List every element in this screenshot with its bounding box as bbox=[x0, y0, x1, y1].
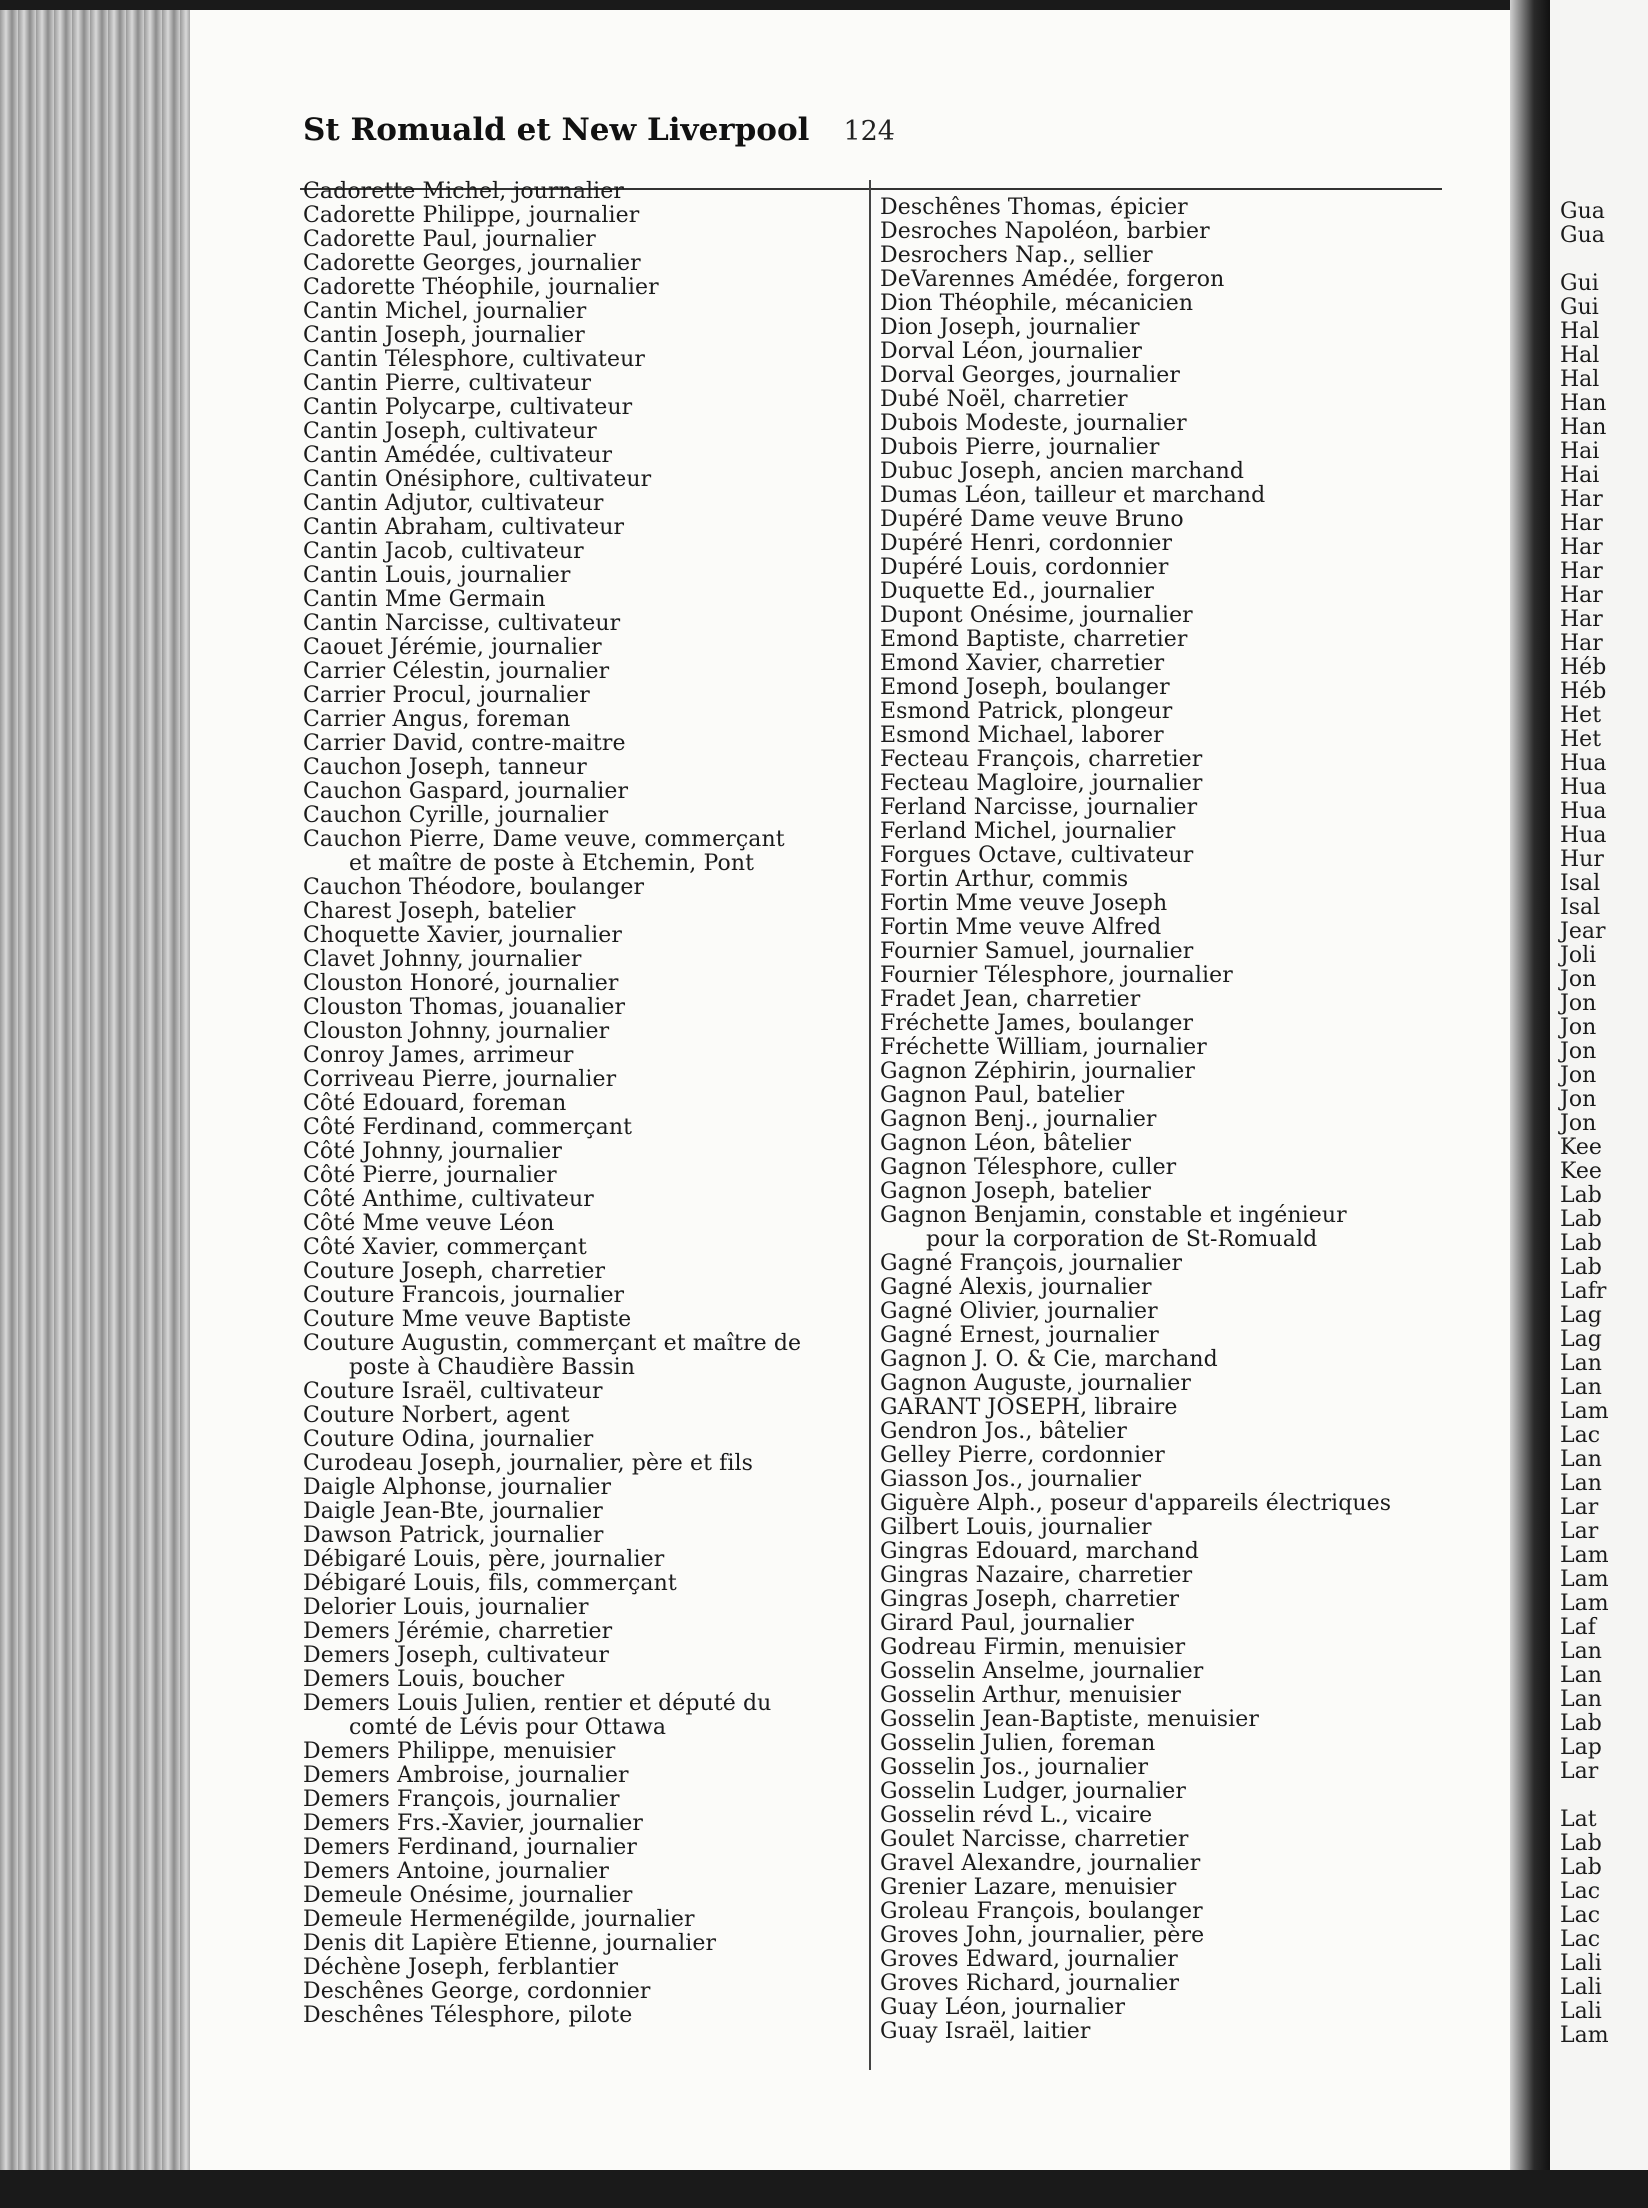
facing-page-fragment-text: Jon bbox=[1560, 1039, 1597, 1064]
facing-page-fragment-text: Isal bbox=[1560, 895, 1601, 920]
directory-entry: Côté Xavier, commerçant bbox=[303, 1235, 587, 1260]
directory-entry-continuation: pour la corporation de St-Romuald bbox=[926, 1227, 1318, 1252]
directory-entry: Cantin Michel, journalier bbox=[303, 299, 587, 324]
directory-entry: Cantin Télesphore, cultivateur bbox=[303, 347, 646, 372]
directory-entry: Côté Pierre, journalier bbox=[303, 1163, 557, 1188]
directory-entry: Gingras Joseph, charretier bbox=[880, 1587, 1180, 1612]
directory-entry: Couture Francois, journalier bbox=[303, 1283, 625, 1308]
facing-page-fragment-text: Héb bbox=[1560, 655, 1607, 680]
directory-entry: Dupont Onésime, journalier bbox=[880, 603, 1193, 628]
directory-entry: Dupéré Henri, cordonnier bbox=[880, 531, 1173, 556]
directory-entry: Girard Paul, journalier bbox=[880, 1611, 1134, 1636]
directory-entry: Cantin Adjutor, cultivateur bbox=[303, 491, 604, 516]
directory-entry: Demers Philippe, menuisier bbox=[303, 1739, 616, 1764]
facing-page-fragment-text: Gua bbox=[1560, 223, 1605, 248]
directory-entry: Clouston Honoré, journalier bbox=[303, 971, 619, 996]
facing-page-fragment-text: Har bbox=[1560, 487, 1603, 512]
facing-page-fragment-text: Hal bbox=[1560, 319, 1600, 344]
directory-entry: Gagnon Léon, bâtelier bbox=[880, 1131, 1132, 1156]
directory-entry: Daigle Jean-Bte, journalier bbox=[303, 1499, 603, 1524]
directory-entry: Cantin Abraham, cultivateur bbox=[303, 515, 625, 540]
directory-entry: Cadorette Georges, journalier bbox=[303, 251, 641, 276]
directory-entry: Charest Joseph, batelier bbox=[303, 899, 576, 924]
directory-entry: Esmond Michael, laborer bbox=[880, 723, 1164, 748]
directory-entry: Delorier Louis, journalier bbox=[303, 1595, 589, 1620]
right-column-entries bbox=[880, 196, 1440, 2044]
facing-page-fragment-text: Jear bbox=[1560, 919, 1606, 944]
facing-page-fragment-text: Lab bbox=[1560, 1231, 1602, 1256]
directory-entry: Dubé Noël, charretier bbox=[880, 387, 1128, 412]
scan-bottom-border bbox=[0, 2170, 1648, 2208]
facing-page-fragment-text: Lat bbox=[1560, 1807, 1597, 1832]
directory-entry: Groves Richard, journalier bbox=[880, 1971, 1180, 1996]
directory-entry: Groves Edward, journalier bbox=[880, 1947, 1178, 1972]
directory-entry: Gagnon J. O. & Cie, marchand bbox=[880, 1347, 1218, 1372]
directory-entry: Emond Xavier, charretier bbox=[880, 651, 1165, 676]
facing-page-fragment-text: Lar bbox=[1560, 1495, 1599, 1520]
directory-entry: Clouston Thomas, jouanalier bbox=[303, 995, 626, 1020]
facing-page-fragment-text: Hai bbox=[1560, 463, 1600, 488]
facing-page-fragment-text: Het bbox=[1560, 727, 1602, 752]
facing-page-fragment-text: Lam bbox=[1560, 1399, 1609, 1424]
directory-entry: Gagnon Télesphore, culler bbox=[880, 1155, 1177, 1180]
facing-page-fragment-text: Har bbox=[1560, 511, 1603, 536]
facing-page-fragment-text: Lan bbox=[1560, 1351, 1602, 1376]
book-gutter bbox=[1510, 0, 1550, 2208]
directory-entry: Fradet Jean, charretier bbox=[880, 987, 1141, 1012]
directory-entry: Corriveau Pierre, journalier bbox=[303, 1067, 617, 1092]
directory-entry: Choquette Xavier, journalier bbox=[303, 923, 623, 948]
directory-entry: Groves John, journalier, père bbox=[880, 1923, 1205, 1948]
facing-page-fragment-text: Hua bbox=[1560, 775, 1607, 800]
directory-entry: Gagné Alexis, journalier bbox=[880, 1275, 1152, 1300]
directory-entry: Demers Jérémie, charretier bbox=[303, 1619, 613, 1644]
facing-page-fragment-text: Hal bbox=[1560, 343, 1600, 368]
directory-entry: Gilbert Louis, journalier bbox=[880, 1515, 1152, 1540]
facing-page-fragment-text: Lar bbox=[1560, 1519, 1599, 1544]
directory-entry: Couture Mme veuve Baptiste bbox=[303, 1307, 632, 1332]
directory-entry: Gosselin Jean-Baptiste, menuisier bbox=[880, 1707, 1260, 1732]
directory-entry: Gagné Olivier, journalier bbox=[880, 1299, 1158, 1324]
facing-page-fragment-text: Lab bbox=[1560, 1207, 1602, 1232]
directory-entry: Cantin Louis, journalier bbox=[303, 563, 571, 588]
directory-entry: Emond Baptiste, charretier bbox=[880, 627, 1188, 652]
facing-page-fragment-text: Isal bbox=[1560, 871, 1601, 896]
directory-entry: Dion Théophile, mécanicien bbox=[880, 291, 1194, 316]
directory-entry: Dubois Modeste, journalier bbox=[880, 411, 1187, 436]
directory-entry: Gagnon Zéphirin, journalier bbox=[880, 1059, 1195, 1084]
directory-entry: Cauchon Théodore, boulanger bbox=[303, 875, 645, 900]
directory-entry: Fecteau François, charretier bbox=[880, 747, 1203, 772]
directory-entry: Cauchon Joseph, tanneur bbox=[303, 755, 587, 780]
facing-page-fragment-text: Laf bbox=[1560, 1615, 1596, 1640]
directory-entry: Dubuc Joseph, ancien marchand bbox=[880, 459, 1245, 484]
directory-entry: Grenier Lazare, menuisier bbox=[880, 1875, 1177, 1900]
facing-page-fragment bbox=[1550, 0, 1648, 2208]
directory-entry: Cauchon Gaspard, journalier bbox=[303, 779, 629, 804]
facing-page-fragment-text bbox=[1560, 248, 1609, 272]
directory-entry: Gosselin Ludger, journalier bbox=[880, 1779, 1187, 1804]
directory-entry: Déchène Joseph, ferblantier bbox=[303, 1955, 619, 1980]
left-column-entries bbox=[303, 180, 863, 2028]
directory-entry: Débigaré Louis, père, journalier bbox=[303, 1547, 665, 1572]
facing-page-fragment-text: Hur bbox=[1560, 847, 1604, 872]
directory-entry: Caouet Jérémie, journalier bbox=[303, 635, 602, 660]
directory-entry: Cauchon Pierre, Dame veuve, commerçant bbox=[303, 827, 785, 852]
directory-entry: Couture Joseph, charretier bbox=[303, 1259, 606, 1284]
directory-entry: Demers Antoine, journalier bbox=[303, 1859, 609, 1884]
facing-page-fragment-text: Jon bbox=[1560, 991, 1597, 1016]
directory-entry: Gosselin Anselme, journalier bbox=[880, 1659, 1204, 1684]
facing-page-fragment-text: Har bbox=[1560, 583, 1603, 608]
facing-page-fragment-text: Hua bbox=[1560, 751, 1607, 776]
directory-entry: Gagné François, journalier bbox=[880, 1251, 1183, 1276]
facing-page-fragment-text: Lac bbox=[1560, 1903, 1601, 1928]
facing-page-fragment-text: Lab bbox=[1560, 1183, 1602, 1208]
facing-page-fragment-text: Lag bbox=[1560, 1327, 1602, 1352]
directory-entry: Guay Léon, journalier bbox=[880, 1995, 1126, 2020]
directory-entry: Gosselin Arthur, menuisier bbox=[880, 1683, 1182, 1708]
facing-page-fragment-text: Lam bbox=[1560, 2023, 1609, 2048]
directory-entry: Carrier Célestin, journalier bbox=[303, 659, 610, 684]
directory-entry: Deschênes Télesphore, pilote bbox=[303, 2003, 633, 2028]
facing-page-fragment-text: Héb bbox=[1560, 679, 1607, 704]
directory-entry: Cantin Joseph, journalier bbox=[303, 323, 585, 348]
directory-entry: Ferland Michel, journalier bbox=[880, 819, 1176, 844]
facing-page-fragment-text: Joli bbox=[1560, 943, 1597, 968]
directory-entry: Cantin Joseph, cultivateur bbox=[303, 419, 597, 444]
directory-entry: Gravel Alexandre, journalier bbox=[880, 1851, 1201, 1876]
facing-page-fragment-text: Hua bbox=[1560, 799, 1607, 824]
directory-entry: Demers François, journalier bbox=[303, 1787, 620, 1812]
directory-entry-continuation: et maître de poste à Etchemin, Pont bbox=[349, 851, 755, 876]
facing-page-fragment-text: Har bbox=[1560, 559, 1603, 584]
facing-page-fragment-text: Jon bbox=[1560, 1111, 1597, 1136]
directory-entry: Cadorette Paul, journalier bbox=[303, 227, 596, 252]
directory-entry: Conroy James, arrimeur bbox=[303, 1043, 574, 1068]
directory-entry: Fréchette William, journalier bbox=[880, 1035, 1207, 1060]
directory-entry-continuation: poste à Chaudière Bassin bbox=[349, 1355, 636, 1380]
directory-entry: Dorval Georges, journalier bbox=[880, 363, 1180, 388]
facing-page-fragment-text: Lap bbox=[1560, 1735, 1602, 1760]
directory-entry: Fournier Samuel, journalier bbox=[880, 939, 1194, 964]
directory-entry-continuation: comté de Lévis pour Ottawa bbox=[349, 1715, 667, 1740]
facing-page-fragment-text: Lag bbox=[1560, 1303, 1602, 1328]
directory-entry: Côté Anthime, cultivateur bbox=[303, 1187, 594, 1212]
facing-page-fragment-text: Gui bbox=[1560, 295, 1599, 320]
facing-page-fragment-text: Lab bbox=[1560, 1255, 1602, 1280]
directory-entry: Cadorette Michel, journalier bbox=[303, 179, 625, 204]
directory-entry: Cantin Pierre, cultivateur bbox=[303, 371, 592, 396]
directory-entry: Gagnon Joseph, batelier bbox=[880, 1179, 1151, 1204]
directory-entry: Cadorette Théophile, journalier bbox=[303, 275, 659, 300]
directory-entry: Forgues Octave, cultivateur bbox=[880, 843, 1194, 868]
directory-entry: Giguère Alph., poseur d'appareils électriques bbox=[880, 1491, 1392, 1516]
directory-entry: Desroches Napoléon, barbier bbox=[880, 219, 1210, 244]
directory-entry: GARANT JOSEPH, libraire bbox=[880, 1395, 1178, 1420]
directory-entry: Denis dit Lapière Etienne, journalier bbox=[303, 1931, 717, 1956]
directory-entry: Demers Frs.-Xavier, journalier bbox=[303, 1811, 644, 1836]
facing-page-fragment-text: Lafr bbox=[1560, 1279, 1607, 1304]
directory-entry: Fréchette James, boulanger bbox=[880, 1011, 1194, 1036]
facing-page-fragment-text: Hai bbox=[1560, 439, 1600, 464]
facing-page-fragment-text: Lan bbox=[1560, 1447, 1602, 1472]
facing-page-fragment-text: Kee bbox=[1560, 1159, 1602, 1184]
facing-page-fragment-text: Lab bbox=[1560, 1711, 1602, 1736]
facing-page-fragment-text: Lan bbox=[1560, 1375, 1602, 1400]
directory-entry: Demers Louis, boucher bbox=[303, 1667, 565, 1692]
directory-entry: Curodeau Joseph, journalier, père et fils bbox=[303, 1451, 754, 1476]
facing-page-fragment-text: Har bbox=[1560, 535, 1603, 560]
directory-entry: Cantin Narcisse, cultivateur bbox=[303, 611, 621, 636]
directory-entry: Côté Ferdinand, commerçant bbox=[303, 1115, 633, 1140]
directory-entry: Godreau Firmin, menuisier bbox=[880, 1635, 1186, 1660]
directory-entry: Demeule Hermenégilde, journalier bbox=[303, 1907, 695, 1932]
directory-entry: Carrier Angus, foreman bbox=[303, 707, 571, 732]
directory-entry: Carrier Procul, journalier bbox=[303, 683, 590, 708]
facing-page-fragment-text: Lali bbox=[1560, 1975, 1602, 2000]
directory-entry: Gagnon Auguste, journalier bbox=[880, 1371, 1192, 1396]
directory-entry: Fournier Télesphore, journalier bbox=[880, 963, 1233, 988]
facing-page-entries bbox=[1560, 200, 1609, 2048]
facing-page-fragment-text: Lam bbox=[1560, 1591, 1609, 1616]
facing-page-fragment-text: Kee bbox=[1560, 1135, 1602, 1160]
page-header bbox=[303, 112, 895, 162]
directory-entry: Clouston Johnny, journalier bbox=[303, 1019, 610, 1044]
directory-entry: Gagnon Benj., journalier bbox=[880, 1107, 1157, 1132]
facing-page-fragment-text: Lan bbox=[1560, 1639, 1602, 1664]
directory-entry: Dubois Pierre, journalier bbox=[880, 435, 1160, 460]
facing-page-fragment-text: Har bbox=[1560, 631, 1603, 656]
directory-entry: Demeule Onésime, journalier bbox=[303, 1883, 633, 1908]
directory-entry: DeVarennes Amédée, forgeron bbox=[880, 267, 1225, 292]
facing-page-fragment-text: Hua bbox=[1560, 823, 1607, 848]
facing-page-fragment-text: Lan bbox=[1560, 1663, 1602, 1688]
directory-entry: Demers Joseph, cultivateur bbox=[303, 1643, 610, 1668]
facing-page-fragment-text: Har bbox=[1560, 607, 1603, 632]
directory-entry: Cauchon Cyrille, journalier bbox=[303, 803, 609, 828]
facing-page-fragment-text: Lab bbox=[1560, 1855, 1602, 1880]
directory-entry: Gendron Jos., bâtelier bbox=[880, 1419, 1127, 1444]
facing-page-fragment-text: Lac bbox=[1560, 1423, 1601, 1448]
facing-page-fragment-text: Han bbox=[1560, 391, 1607, 416]
directory-entry: Cantin Amédée, cultivateur bbox=[303, 443, 613, 468]
directory-entry: Giasson Jos., journalier bbox=[880, 1467, 1142, 1492]
facing-page-fragment-text: Lali bbox=[1560, 1999, 1602, 2024]
directory-entry: Dupéré Louis, cordonnier bbox=[880, 555, 1169, 580]
directory-entry: Gosselin révd L., vicaire bbox=[880, 1803, 1153, 1828]
directory-entry: Goulet Narcisse, charretier bbox=[880, 1827, 1189, 1852]
directory-entry: Cantin Onésiphore, cultivateur bbox=[303, 467, 652, 492]
directory-entry: Cantin Polycarpe, cultivateur bbox=[303, 395, 633, 420]
directory-entry: Fortin Mme veuve Alfred bbox=[880, 915, 1162, 940]
directory-entry: Esmond Patrick, plongeur bbox=[880, 699, 1173, 724]
facing-page-fragment-text: Hal bbox=[1560, 367, 1600, 392]
column-divider bbox=[869, 180, 871, 2070]
facing-page-fragment-text: Lan bbox=[1560, 1687, 1602, 1712]
page-number: 124 bbox=[843, 116, 895, 147]
page-title: St Romuald et New Liverpool bbox=[303, 112, 810, 148]
directory-entry: Gagné Ernest, journalier bbox=[880, 1323, 1159, 1348]
directory-entry: Fecteau Magloire, journalier bbox=[880, 771, 1203, 796]
facing-page-fragment-text: Han bbox=[1560, 415, 1607, 440]
facing-page-fragment-text: Lam bbox=[1560, 1567, 1609, 1592]
facing-page-fragment-text: Jon bbox=[1560, 1015, 1597, 1040]
directory-entry: Guay Israël, laitier bbox=[880, 2019, 1091, 2044]
directory-entry: Emond Joseph, boulanger bbox=[880, 675, 1170, 700]
directory-entry: Dorval Léon, journalier bbox=[880, 339, 1142, 364]
facing-page-fragment-text: Jon bbox=[1560, 1063, 1597, 1088]
facing-page-fragment-text: Jon bbox=[1560, 967, 1597, 992]
directory-entry: Ferland Narcisse, journalier bbox=[880, 795, 1198, 820]
directory-entry: Desrochers Nap., sellier bbox=[880, 243, 1153, 268]
directory-entry: Demers Ambroise, journalier bbox=[303, 1763, 629, 1788]
directory-entry: Couture Augustin, commerçant et maître de bbox=[303, 1331, 802, 1356]
directory-entry: Deschênes Thomas, épicier bbox=[880, 195, 1188, 220]
directory-entry: Cantin Mme Germain bbox=[303, 587, 546, 612]
facing-page-fragment-text: Lab bbox=[1560, 1831, 1602, 1856]
directory-entry: Côté Edouard, foreman bbox=[303, 1091, 567, 1116]
directory-entry: Demers Louis Julien, rentier et député du bbox=[303, 1691, 772, 1716]
directory-entry: Gingras Nazaire, charretier bbox=[880, 1563, 1193, 1588]
directory-entry: Groleau François, boulanger bbox=[880, 1899, 1203, 1924]
directory-entry: Côté Johnny, journalier bbox=[303, 1139, 562, 1164]
directory-entry: Carrier David, contre-maitre bbox=[303, 731, 626, 756]
facing-page-fragment-text: Gui bbox=[1560, 271, 1599, 296]
facing-page-fragment-text: Jon bbox=[1560, 1087, 1597, 1112]
directory-entry: Couture Norbert, agent bbox=[303, 1403, 570, 1428]
directory-entry: Fortin Mme veuve Joseph bbox=[880, 891, 1168, 916]
directory-entry: Gagnon Benjamin, constable et ingénieur bbox=[880, 1203, 1347, 1228]
directory-entry: Demers Ferdinand, journalier bbox=[303, 1835, 638, 1860]
facing-page-fragment-text: Lan bbox=[1560, 1471, 1602, 1496]
directory-entry: Dumas Léon, tailleur et marchand bbox=[880, 483, 1266, 508]
directory-entry: Daigle Alphonse, journalier bbox=[303, 1475, 612, 1500]
facing-page-fragment-text: Lam bbox=[1560, 1543, 1609, 1568]
directory-entry: Gagnon Paul, batelier bbox=[880, 1083, 1125, 1108]
directory-entry: Débigaré Louis, fils, commerçant bbox=[303, 1571, 677, 1596]
facing-page-fragment-text: Lar bbox=[1560, 1759, 1599, 1784]
directory-entry: Gosselin Jos., journalier bbox=[880, 1755, 1149, 1780]
directory-entry: Couture Israël, cultivateur bbox=[303, 1379, 603, 1404]
directory-entry: Gosselin Julien, foreman bbox=[880, 1731, 1156, 1756]
directory-entry: Cadorette Philippe, journalier bbox=[303, 203, 640, 228]
facing-page-fragment-text: Lac bbox=[1560, 1927, 1601, 1952]
scan-top-border bbox=[0, 0, 1648, 10]
directory-entry: Gingras Edouard, marchand bbox=[880, 1539, 1199, 1564]
facing-page-fragment-text: Lali bbox=[1560, 1951, 1602, 1976]
directory-entry: Duquette Ed., journalier bbox=[880, 579, 1154, 604]
directory-entry: Fortin Arthur, commis bbox=[880, 867, 1129, 892]
directory-entry: Côté Mme veuve Léon bbox=[303, 1211, 555, 1236]
directory-entry: Dion Joseph, journalier bbox=[880, 315, 1140, 340]
directory-entry: Cantin Jacob, cultivateur bbox=[303, 539, 584, 564]
directory-entry: Gelley Pierre, cordonnier bbox=[880, 1443, 1165, 1468]
directory-entry: Couture Odina, journalier bbox=[303, 1427, 594, 1452]
directory-entry: Deschênes George, cordonnier bbox=[303, 1979, 651, 2004]
facing-page-fragment-text: Gua bbox=[1560, 199, 1605, 224]
directory-entry: Clavet Johnny, journalier bbox=[303, 947, 582, 972]
directory-entry: Dawson Patrick, journalier bbox=[303, 1523, 604, 1548]
book-binding-edge bbox=[0, 0, 190, 2208]
facing-page-fragment-text: Lac bbox=[1560, 1879, 1601, 1904]
facing-page-fragment-text bbox=[1560, 1784, 1609, 1808]
directory-entry: Dupéré Dame veuve Bruno bbox=[880, 507, 1184, 532]
facing-page-fragment-text: Het bbox=[1560, 703, 1602, 728]
